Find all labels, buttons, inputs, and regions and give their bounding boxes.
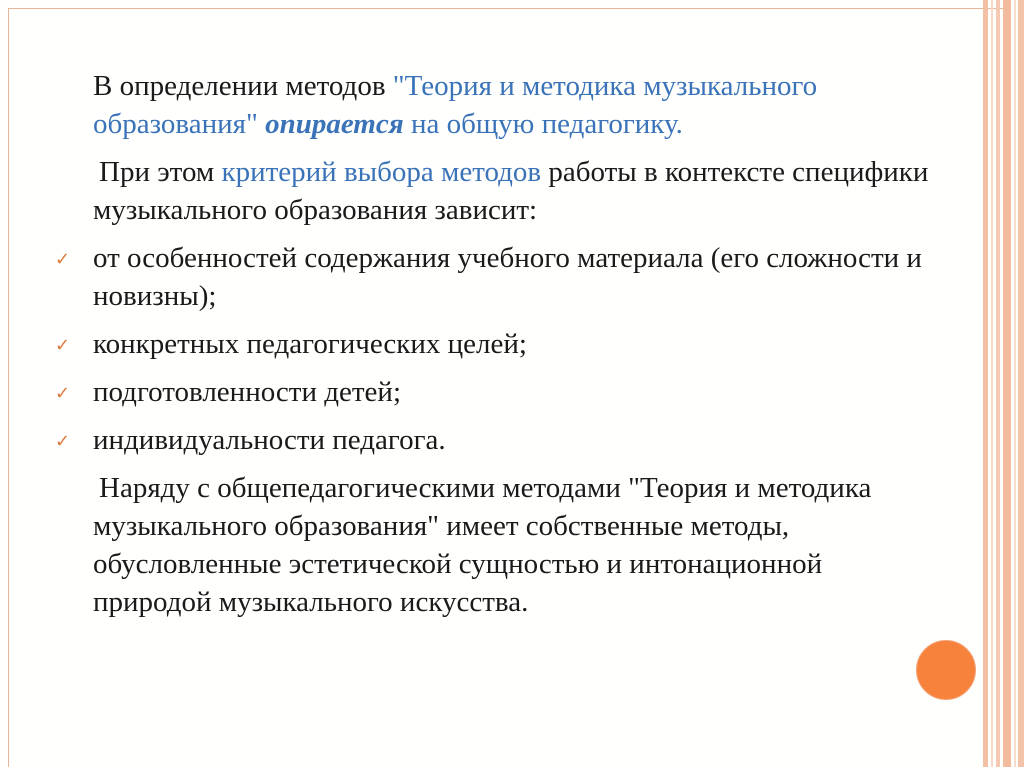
- checkmark-icon: ✓: [55, 383, 71, 404]
- para3-text: Наряду с общепедагогическими методами "Теория и методика музыкального образования" имеет собственные методы, обусловленные эстетической сущностью и интонационной природой музыкального искусства.: [93, 472, 872, 618]
- decor-stripe: [1014, 0, 1016, 767]
- para1-quote: "Теория и методика музыкального образования": [93, 70, 818, 140]
- list-item: [55, 239, 935, 315]
- list-item-text: от особенностей содержания учебного материала (его сложности и новизны);: [93, 242, 922, 312]
- decor-stripe: [1003, 0, 1011, 767]
- checkmark-icon: ✓: [55, 431, 71, 452]
- para1-emphasis: опирается: [265, 108, 404, 140]
- para1-tail: на общую педагогику.: [410, 108, 683, 140]
- paragraph-criteria: [55, 153, 935, 229]
- paragraph-specific-methods: [55, 469, 935, 621]
- decor-stripe: [996, 0, 1000, 767]
- checkmark-icon: ✓: [55, 249, 71, 270]
- orange-circle-decor: [916, 640, 976, 700]
- list-item: [55, 373, 935, 411]
- decor-stripe: [1018, 0, 1024, 767]
- checkmark-icon: ✓: [55, 335, 71, 356]
- decor-stripe: [983, 0, 988, 767]
- para2-tail: работы в контексте специфики музыкального образования зависит:: [93, 156, 929, 226]
- list-item-text: индивидуальности педагога.: [93, 424, 446, 456]
- para2-lead: При этом: [99, 156, 222, 188]
- list-item: [55, 325, 935, 363]
- para2-highlight: критерий выбора методов: [221, 156, 542, 188]
- list-item-text: конкретных педагогических целей;: [93, 328, 527, 360]
- decor-stripe: [991, 0, 993, 767]
- para1-lead: В определении методов: [93, 70, 393, 102]
- list-item-text: подготовленности детей;: [93, 376, 401, 408]
- criteria-list: [55, 239, 935, 459]
- list-item: [55, 421, 935, 459]
- paragraph-definition: [55, 67, 935, 143]
- slide-body: [55, 67, 935, 631]
